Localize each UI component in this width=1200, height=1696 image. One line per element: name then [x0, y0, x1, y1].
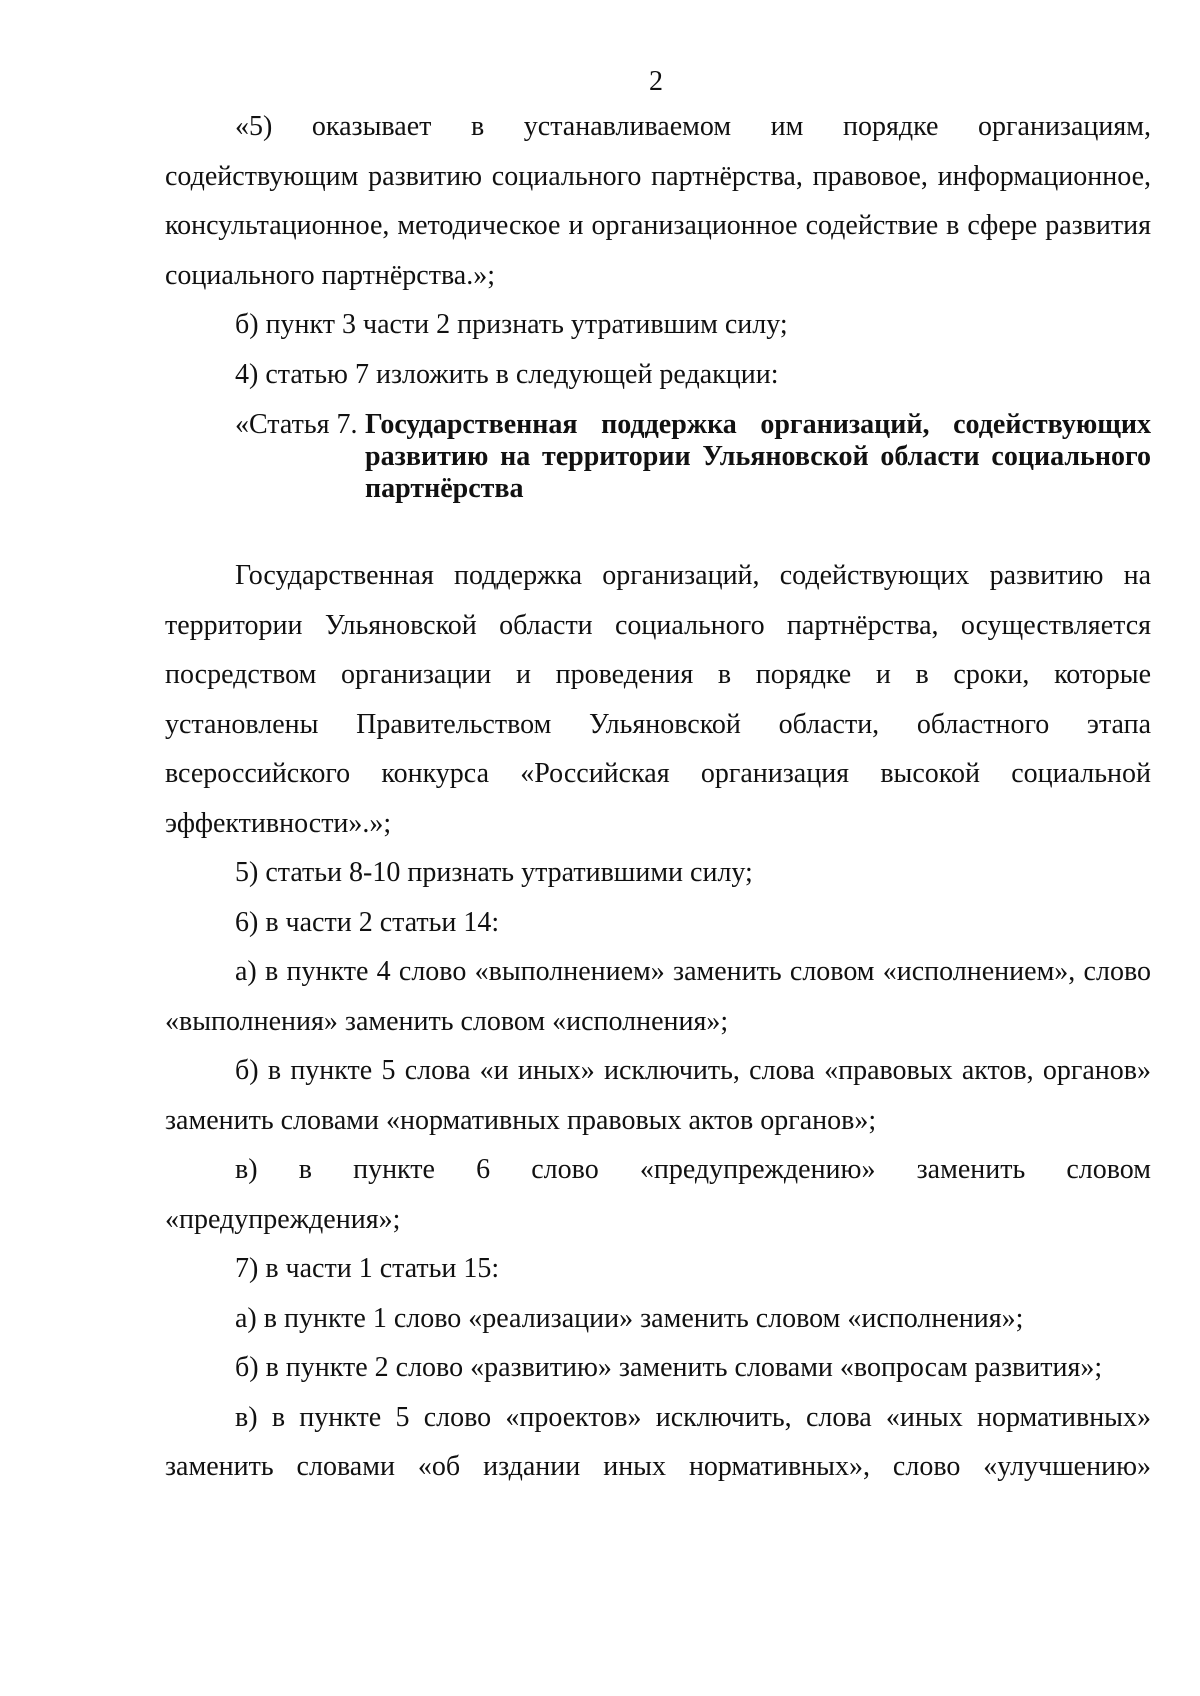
paragraph: а) в пункте 1 слово «реализации» заменить словом «исполнения»; [235, 1302, 1024, 1334]
paragraph: «5) оказывает в устанавливаемом им порядке организациям, содействующим развитию социального партнёрства, правовое, информационное, консультационное, методическое и организационное содействие в сфере развития социального партнёрства.»; [165, 111, 1151, 291]
paragraph: 5) статьи 8-10 признать утратившими силу; [235, 857, 753, 888]
paragraph: 4) статью 7 изложить в следующей редакции: [235, 358, 779, 390]
paragraph: в) в пункте 5 слово «проектов» исключить, слова «иных нормативных» заменить словами «об издании иных нормативных», слово «улучшению» [165, 1401, 1151, 1482]
paragraph: в) в пункте 6 слово «предупреждению» заменить словом «предупреждения»; [165, 1154, 1151, 1235]
paragraph: б) в пункте 2 слово «развитию» заменить словами «вопросам развития»; [235, 1352, 1103, 1383]
article-label: «Статья 7. [235, 409, 358, 440]
article-title: Государственная поддержка организаций, содействующих развитию на территории Ульяновской области социального партнёрства [365, 409, 1151, 504]
paragraph: Государственная поддержка организаций, содействующих развитию на территории Ульяновской области социального партнёрства, осуществляется посредством организации и проведения в порядке и в сроки, которые установлены Правительством Ульяновской области, областного этапа всероссийского конкурса «Российская организация высокой социальной эффективности».»; [165, 560, 1151, 839]
article-heading [165, 409, 1151, 505]
page-number: 2 [649, 66, 663, 97]
paragraph: 7) в части 1 статьи 15: [235, 1253, 500, 1284]
paragraph: а) в пункте 4 слово «выполнением» заменить словом «исполнением», слово «выполнения» заменить словом «исполнения»; [165, 956, 1151, 1037]
paragraph: 6) в части 2 статьи 14: [235, 906, 500, 938]
paragraph: б) пункт 3 части 2 признать утратившим силу; [235, 309, 788, 340]
document-body [165, 102, 1151, 1492]
paragraph: б) в пункте 5 слова «и иных» исключить, слова «правовых актов, органов» заменить словами «нормативных правовых актов органов»; [165, 1055, 1151, 1136]
